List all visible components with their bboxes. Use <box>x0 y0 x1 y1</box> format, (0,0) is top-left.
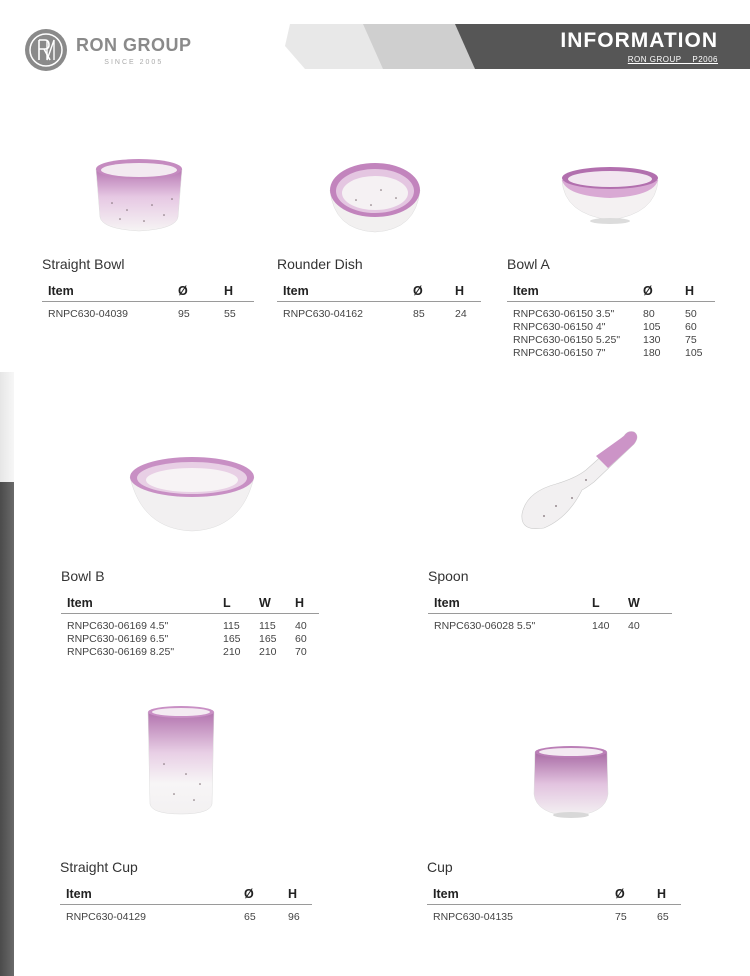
cell-item: RNPC630-06150 5.25" <box>513 334 621 346</box>
spoon-image <box>516 428 642 532</box>
table-row <box>60 905 312 925</box>
col-header: H <box>218 284 254 302</box>
table-row <box>61 633 319 646</box>
straight-cup-image <box>144 704 218 816</box>
product-title: Bowl A <box>507 256 550 272</box>
col-header: Item <box>427 887 609 905</box>
cup-image <box>530 744 612 820</box>
product-title: Bowl B <box>61 568 105 584</box>
cell-value: 105 <box>643 321 661 333</box>
cell-value: 180 <box>643 347 661 359</box>
cell-value: 210 <box>223 646 241 658</box>
product-cup <box>427 859 681 924</box>
table-row <box>507 334 715 347</box>
cell-item: RNPC630-06169 8.25" <box>67 646 175 658</box>
brand-name: RON GROUP <box>76 34 192 55</box>
brand-emblem-icon <box>24 28 68 72</box>
cell-value: 165 <box>259 633 277 645</box>
cell-value: 75 <box>615 911 627 923</box>
table-row <box>507 302 715 322</box>
spec-table <box>507 284 715 360</box>
table-row <box>42 302 254 322</box>
spec-table <box>277 284 481 321</box>
product-title: Cup <box>427 859 453 875</box>
spec-table <box>60 887 312 924</box>
table-row <box>507 321 715 334</box>
cell-value: 95 <box>178 308 190 320</box>
brand-since: SINCE 2005 <box>104 58 164 66</box>
cell-value: 80 <box>643 308 655 320</box>
cell-item: RNPC630-06150 7" <box>513 347 606 359</box>
cell-value: 55 <box>224 308 236 320</box>
cell-value: 165 <box>223 633 241 645</box>
cell-value: 40 <box>628 620 640 632</box>
col-header: H <box>651 887 681 905</box>
spec-table <box>61 596 319 659</box>
cell-value: 210 <box>259 646 277 658</box>
cell-value: 40 <box>295 620 307 632</box>
cell-item: RNPC630-04135 <box>433 911 513 923</box>
spec-table <box>427 887 681 924</box>
table-row <box>507 347 715 360</box>
bowl-a-image <box>558 162 662 228</box>
col-header: Ø <box>238 887 282 905</box>
product-title: Rounder Dish <box>277 256 363 272</box>
cell-value: 140 <box>592 620 610 632</box>
col-header: W <box>253 596 289 614</box>
cell-value: 115 <box>259 620 276 632</box>
col-header: Ø <box>609 887 651 905</box>
col-header: Item <box>61 596 217 614</box>
product-bowl-a <box>507 256 715 360</box>
col-header: Item <box>277 284 407 302</box>
cell-item: RNPC630-04162 <box>283 308 363 320</box>
cell-value: 65 <box>657 911 669 923</box>
col-header: H <box>282 887 312 905</box>
straight-bowl-image <box>92 155 186 235</box>
col-header: Item <box>428 596 586 614</box>
cell-item: RNPC630-06169 6.5" <box>67 633 169 645</box>
col-header: L <box>217 596 253 614</box>
banner-subtitle: RON GROUP P2006 <box>627 55 718 64</box>
col-header: W <box>622 596 672 614</box>
spec-table <box>42 284 254 321</box>
cell-value: 50 <box>685 308 697 320</box>
table-row <box>428 614 672 634</box>
left-edge-dark-bar <box>0 482 14 976</box>
product-title: Straight Bowl <box>42 256 125 272</box>
cell-value: 75 <box>685 334 697 346</box>
product-title: Spoon <box>428 568 469 584</box>
col-header: Ø <box>172 284 218 302</box>
cell-item: RNPC630-06028 5.5" <box>434 620 536 632</box>
cell-value: 96 <box>288 911 300 923</box>
rounder-dish-image <box>326 160 424 236</box>
brand-logo <box>24 28 192 72</box>
product-straight-cup <box>60 859 312 924</box>
col-header: Ø <box>407 284 449 302</box>
product-spoon <box>428 568 672 633</box>
product-bowl-b <box>61 568 319 659</box>
cell-value: 60 <box>685 321 697 333</box>
cell-value: 24 <box>455 308 467 320</box>
product-straight-bowl <box>42 256 254 321</box>
col-header: L <box>586 596 622 614</box>
col-header: Item <box>42 284 172 302</box>
banner-title: INFORMATION <box>560 29 718 52</box>
col-header: Item <box>60 887 238 905</box>
cell-value: 115 <box>223 620 240 632</box>
col-header: H <box>449 284 481 302</box>
cell-item: RNPC630-06169 4.5" <box>67 620 169 632</box>
cell-value: 105 <box>685 347 703 359</box>
cell-item: RNPC630-06150 4" <box>513 321 606 333</box>
cell-item: RNPC630-04039 <box>48 308 128 320</box>
col-header: Item <box>507 284 637 302</box>
cell-value: 60 <box>295 633 307 645</box>
col-header: H <box>289 596 319 614</box>
cell-value: 85 <box>413 308 425 320</box>
bowl-b-image <box>128 455 256 535</box>
cell-value: 70 <box>295 646 307 658</box>
left-edge-light-bar <box>0 372 14 482</box>
col-header: H <box>679 284 715 302</box>
cell-item: RNPC630-06150 3.5" <box>513 308 615 320</box>
col-header: Ø <box>637 284 679 302</box>
spec-table <box>428 596 672 633</box>
table-row <box>61 646 319 659</box>
product-rounder-dish <box>277 256 481 321</box>
table-row <box>61 614 319 634</box>
cell-item: RNPC630-04129 <box>66 911 146 923</box>
cell-value: 65 <box>244 911 256 923</box>
table-row <box>277 302 481 322</box>
product-title: Straight Cup <box>60 859 138 875</box>
cell-value: 130 <box>643 334 661 346</box>
table-row <box>427 905 681 925</box>
